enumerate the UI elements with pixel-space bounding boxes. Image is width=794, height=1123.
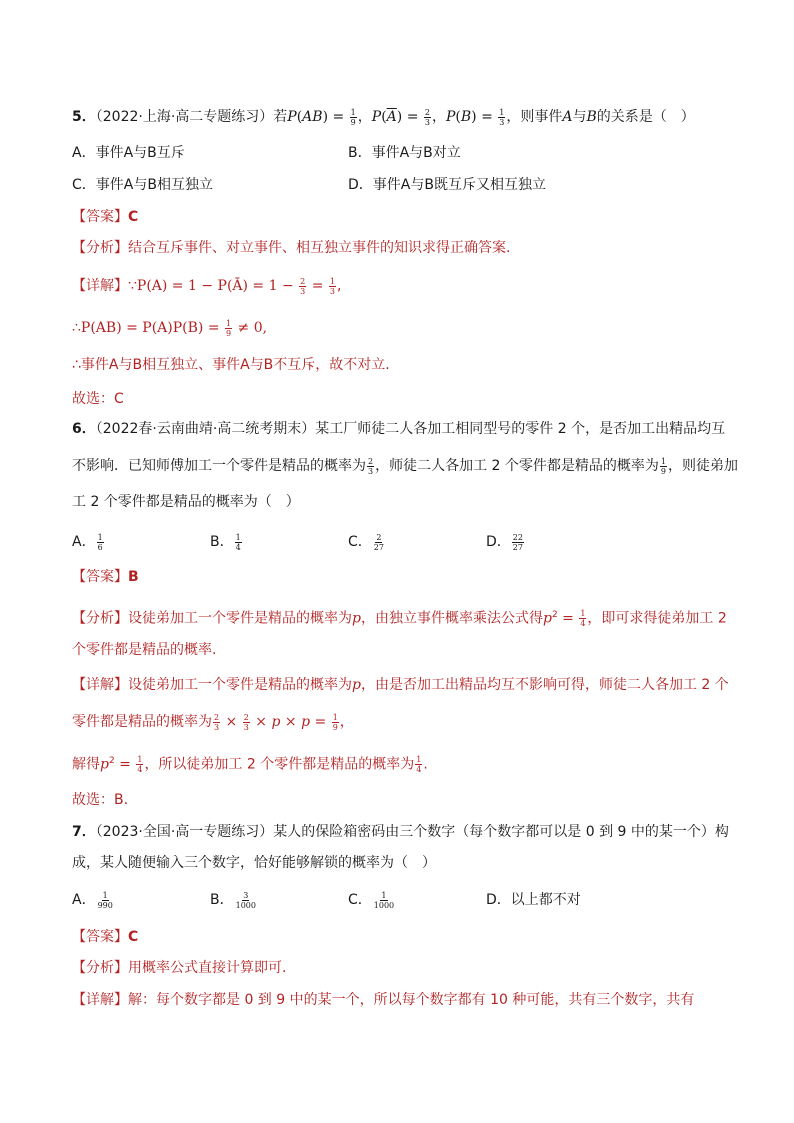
fraction: $\frac{1}{4}$ bbox=[580, 609, 586, 629]
fraction: $\frac{1}{4}$ bbox=[137, 755, 143, 775]
fraction: $\frac{2}{3}$ bbox=[214, 712, 220, 732]
q6-analysis-line-2: 个零件都是精品的概率. bbox=[72, 642, 217, 658]
q5-choose: 故选：C bbox=[72, 391, 124, 407]
fraction: $\frac{1}{3}$ bbox=[329, 276, 335, 296]
q6-choose: 故选：B. bbox=[72, 792, 129, 808]
q6-detail-line-1: 【详解】设徒弟加工一个零件是精品的概率为p，由是否加工出精品均互不影响可得，师徒二人各加工 2 个 bbox=[72, 677, 729, 693]
q7-answer: 【答案】C bbox=[72, 929, 139, 945]
q5-detail-line-1: 【详解】∵P(A) = 1 − P(Ā) = 1 − $\frac{2}{3}$ = $\frac{1}{3}$ , bbox=[72, 276, 342, 296]
q7-detail-line-1: 【详解】解：每个数字都是 0 到 9 中的某一个，所以每个数字都有 10 种可能，共有三个数字，共有 bbox=[72, 992, 695, 1008]
fraction: $\frac{2}{3}$ bbox=[300, 276, 306, 296]
q6-analysis-line-1: 【分析】设徒弟加工一个零件是精品的概率为p，由独立事件概率乘法公式得$p^2$ = $\frac{1}{4}$ ，即可求得徒弟加工 2 bbox=[72, 609, 727, 629]
q5-detail-line-2: ∴P(AB) = P(A)P(B) = $\frac{1}{9}$ ≠ 0, bbox=[72, 318, 268, 338]
q6-option-b: B． $\frac{1}{4}$ bbox=[210, 532, 241, 552]
q7-analysis: 【分析】用概率公式直接计算即可. bbox=[72, 960, 287, 976]
q6-stem-line-3: 工 2 个零件都是精品的概率为（ ） bbox=[72, 494, 300, 510]
q7-stem-line-1: 7．（2023·全国·高一专题练习）某人的保险箱密码由三个数字（每个数字都可以是 0 到 9 中的某一个）构 bbox=[72, 824, 729, 840]
q7-option-c: C． $\frac{1}{1000}$ bbox=[348, 890, 395, 910]
fraction: $\frac{1}{3}$ bbox=[499, 107, 505, 127]
fraction: $\frac{1}{9}$ bbox=[660, 456, 666, 476]
q6-option-d: D． $\frac{22}{27}$ bbox=[486, 532, 523, 552]
fraction: $\frac{1}{9}$ bbox=[350, 107, 356, 127]
q6-stem-line-1: 6．（2022春·云南曲靖·高二统考期末）某工厂师徒二人各加工相同型号的零件 2 个，是否加工出精品均互 bbox=[72, 421, 726, 437]
q6-stem-line-2: 不影响．已知师傅加工一个零件是精品的概率为 $\frac{2}{3}$ ，师徒二人各加工 2 个零件都是精品的概率为 $\frac{1}{9}$ ，则徒弟加 bbox=[72, 456, 738, 476]
q5-option-c: C．事件A与B相互独立 bbox=[72, 177, 213, 193]
fraction: $\frac{1}{9}$ bbox=[226, 318, 232, 338]
q5-option-a: A．事件A与B互斥 bbox=[72, 145, 185, 161]
q7-option-a: A． $\frac{1}{990}$ bbox=[72, 890, 113, 910]
q5-analysis: 【分析】结合互斥事件、对立事件、相互独立事件的知识求得正确答案. bbox=[72, 240, 511, 256]
fraction: $\frac{1}{9}$ bbox=[332, 712, 338, 732]
q6-option-c: C． $\frac{2}{27}$ bbox=[348, 532, 384, 552]
q5-option-d: D．事件A与B既互斥又相互独立 bbox=[348, 177, 546, 193]
fraction: $\frac{2}{3}$ bbox=[368, 456, 374, 476]
q5-option-b: B．事件A与B对立 bbox=[348, 145, 461, 161]
q6-answer: 【答案】B bbox=[72, 569, 139, 585]
q7-option-d: D．以上都不对 bbox=[486, 892, 581, 908]
fraction: $\frac{2}{3}$ bbox=[243, 712, 249, 732]
q7-stem-line-2: 成，某人随便输入三个数字，恰好能够解锁的概率为（ ） bbox=[72, 855, 436, 871]
q5-stem: 5．（2022·上海·高二专题练习）若P(AB) = $\frac{1}{9}$ ，$P(\overline{A})$ = $\frac{2}{3}$ ，P(B) = $\frac{1}{3}$ ，则事件A与B的关系是（ ） bbox=[72, 107, 695, 127]
q6-option-a: A． $\frac{1}{6}$ bbox=[72, 532, 103, 552]
q5-answer: 【答案】C bbox=[72, 209, 139, 225]
fraction: $\frac{2}{3}$ bbox=[424, 107, 430, 127]
q6-detail-line-3: 解得$p^2$ = $\frac{1}{4}$ ，所以徒弟加工 2 个零件都是精品的概率为 $\frac{1}{4}$ . bbox=[72, 755, 428, 775]
fraction: $\frac{1}{4}$ bbox=[416, 755, 422, 775]
q6-detail-line-2: 零件都是精品的概率为 $\frac{2}{3}$ × $\frac{2}{3}$ × p × p = $\frac{1}{9}$ ， bbox=[72, 712, 354, 732]
q5-detail-line-3: ∴事件A与B相互独立、事件A与B不互斥，故不对立. bbox=[72, 357, 390, 373]
q7-option-b: B． $\frac{3}{1000}$ bbox=[210, 890, 256, 910]
